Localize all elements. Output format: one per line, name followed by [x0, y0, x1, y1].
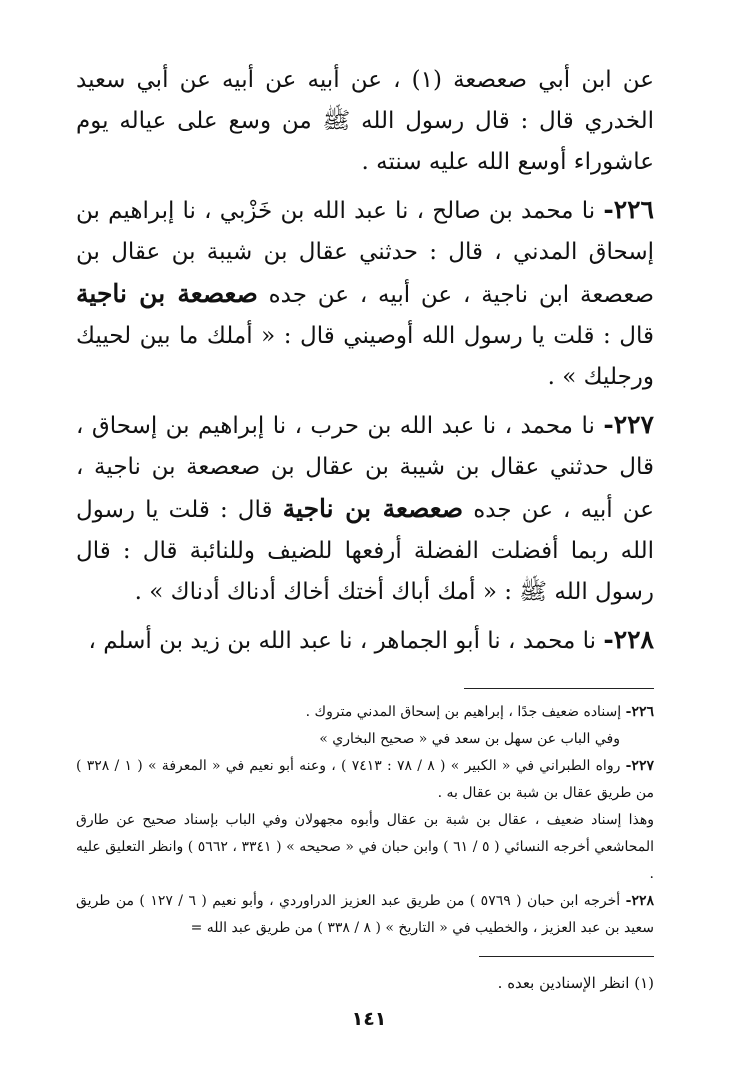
note-228 — [76, 888, 654, 942]
commentary-notes — [76, 699, 654, 942]
note-text: أخرجه ابن حبان ( ٥٧٦٩ ) من طريق عبد العزيز الدراوردي ، وأبو نعيم ( ٦ / ١٢٧ ) من طريق سعيد بن عبد العزيز ، والخطيب في « التاريخ » ( ٨ / ٣٣٨ ) من طريق عبد الله = — [76, 893, 654, 936]
hadith-number: ٢٢٦- — [603, 195, 654, 224]
note-text: وفي الباب عن سهل بن سعد في « صحيح البخاري » — [319, 731, 620, 747]
note-226 — [76, 699, 654, 726]
notes-divider — [464, 688, 654, 689]
hadith-text: قال : قلت يا رسول الله ربما أفضلت الفضلة أرفعها للضيف وللنائبة قال : قال رسول الله ﷺ : « أمك أباك أختك أخاك أدناك أدناك » . — [76, 497, 654, 605]
hadith-text: قال : قلت يا رسول الله أوصيني قال : « أملك ما بين لحييك ورجليك » . — [76, 323, 654, 390]
note-226-continuation — [76, 726, 654, 753]
note-227 — [76, 753, 654, 807]
note-number: ٢٢٦- — [625, 704, 654, 720]
note-text: وهذا إسناد ضعيف ، عقال بن شبة بن عقال وأبوه مجهولان وفي الباب بإسناد صحيح عن طارق المحاشعي أخرجه النسائي ( ٥ / ٦١ ) وابن حبان في « صحيحه » ( ٣٣٤١ ، ٥٦٦٢ ) وانظر التعليق عليه . — [76, 812, 655, 882]
hadith-chain: نا محمد ، نا عبد الله بن حرب ، نا إبراهيم بن إسحاق ، قال حدثني عقال بن شيبة بن عقال بن صعصعة بن ناجية ، عن أبيه ، عن جده — [76, 413, 654, 523]
hadith-chain: نا محمد بن صالح ، نا عبد الله بن خَزْبي ، نا إبراهيم بن إسحاق المدني ، قال : حدثني عقال بن شيبة بن عقال بن صعصعة ابن ناجية ، عن أبيه ، عن جده — [76, 198, 655, 308]
hadith-chain: نا محمد ، نا أبو الجماهر ، نا عبد الله بن زيد بن أسلم ، — [88, 628, 596, 654]
paragraph-intro-text: عن ابن أبي صعصعة (١) ، عن أبيه عن أبيه عن أبي سعيد الخدري قال : قال رسول الله ﷺ من وسع على عياله يوم عاشوراء أوسع الله عليه سنته . — [76, 67, 654, 175]
note-text: رواه الطبراني في « الكبير » ( ٨ / ٧٨ : ٧٤١٣ ) ، وعنه أبو نعيم في « المعرفة » ( ١ / ٣٢٨ ) من طريق عقال بن شبة بن عقال به . — [76, 758, 654, 801]
footnote-text: (١) انظر الإسنادين بعده . — [497, 974, 654, 992]
narrator-name: صعصعة بن ناجية — [282, 494, 464, 523]
page-number: ١٤١ — [351, 1008, 387, 1030]
note-number: ٢٢٨- — [625, 893, 654, 909]
note-number: ٢٢٧- — [625, 758, 654, 774]
note-227-continuation — [76, 807, 654, 888]
hadith-226 — [76, 189, 654, 398]
paragraph-intro — [76, 60, 654, 183]
hadith-227 — [76, 404, 654, 613]
note-text: إسناده ضعيف جدًا ، إبراهيم بن إسحاق المدني متروك . — [305, 704, 622, 720]
hadith-number: ٢٢٨- — [603, 625, 654, 654]
footnote — [76, 971, 654, 995]
page-content — [76, 60, 654, 995]
narrator-name: صعصعة بن ناجية — [76, 279, 258, 308]
hadith-number: ٢٢٧- — [603, 410, 654, 439]
hadith-228 — [76, 619, 654, 662]
footnote-divider — [479, 956, 654, 957]
